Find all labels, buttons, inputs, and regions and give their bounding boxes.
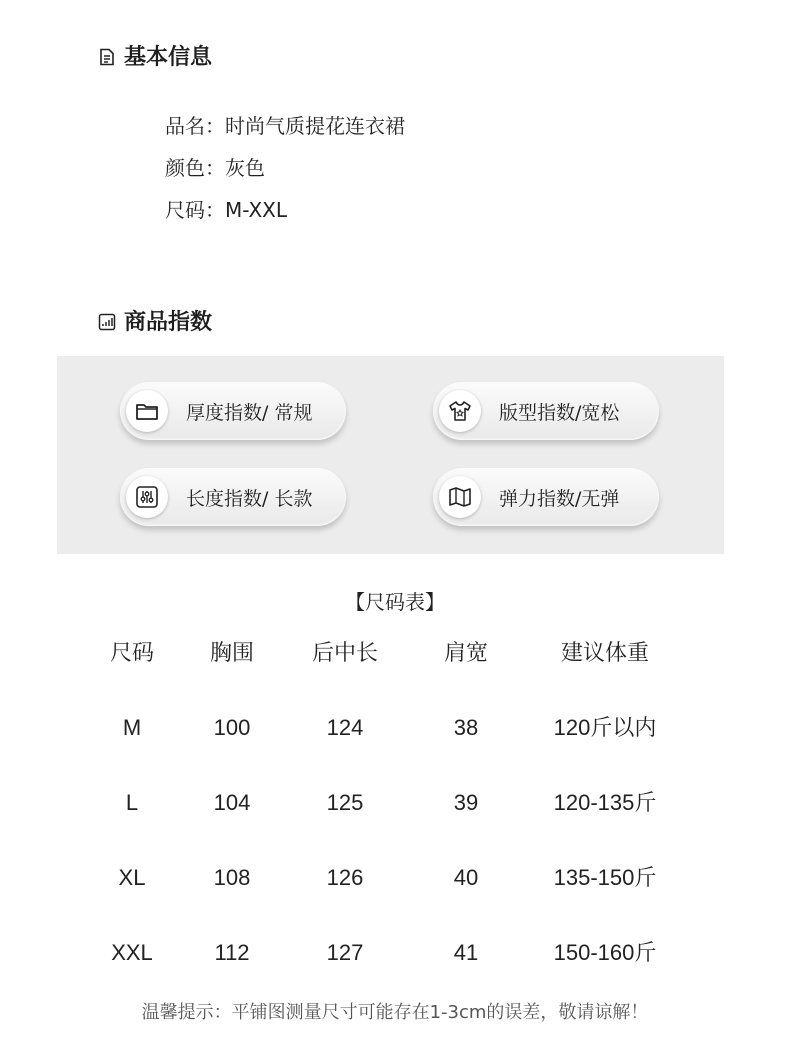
basic-info-list	[165, 112, 405, 238]
tshirt-icon	[439, 390, 481, 432]
size-table	[0, 636, 790, 1011]
table-cell: 150-160斤	[553, 940, 657, 965]
basic-info-title: 基本信息	[124, 45, 213, 70]
basic-info-heading	[98, 40, 212, 71]
table-cell: 120斤以内	[553, 715, 657, 740]
table-cell: 124	[326, 715, 364, 740]
table-cell: 126	[326, 865, 364, 890]
info-row-color	[165, 154, 405, 196]
table-cell: 41	[453, 940, 479, 965]
table-row	[0, 786, 790, 861]
document-icon	[98, 47, 116, 65]
table-cell: L	[125, 790, 139, 815]
table-row	[0, 711, 790, 786]
table-cell: 104	[213, 790, 251, 815]
table-cell: XL	[118, 865, 146, 890]
product-index-panel	[57, 356, 724, 554]
sliders-icon	[126, 476, 168, 518]
info-label: 颜色：	[165, 156, 225, 180]
folder-icon	[126, 390, 168, 432]
table-header-row	[0, 636, 790, 711]
table-cell: XXL	[111, 940, 153, 965]
table-header-cell: 后中长	[311, 640, 379, 665]
table-cell: 135-150斤	[553, 865, 657, 890]
index-pill-length	[120, 468, 346, 526]
info-value: M-XXL	[225, 198, 288, 222]
index-pill-thickness	[120, 382, 346, 440]
index-label: 长度指数/ 长款	[186, 487, 313, 510]
info-value: 时尚气质提花连衣裙	[225, 114, 405, 138]
table-cell: 112	[214, 940, 250, 965]
size-chart-title: 【尺码表】	[345, 590, 445, 614]
measurement-note: 温馨提示：平铺图测量尺寸可能存在1-3cm的误差，敬请谅解！	[141, 1002, 649, 1023]
index-pill-fit	[433, 382, 659, 440]
table-cell: 39	[453, 790, 479, 815]
product-index-heading	[98, 305, 212, 336]
index-label: 版型指数/宽松	[499, 401, 620, 424]
info-value: 灰色	[225, 156, 265, 180]
index-pill-elasticity	[433, 468, 659, 526]
table-header-cell: 建议体重	[560, 640, 650, 665]
table-header-cell: 尺码	[109, 640, 155, 665]
info-label: 尺码：	[165, 198, 225, 222]
table-cell: 38	[453, 715, 479, 740]
index-label: 厚度指数/ 常规	[186, 401, 313, 424]
table-cell: 127	[326, 940, 364, 965]
table-cell: 125	[326, 790, 364, 815]
table-cell: M	[122, 715, 142, 740]
table-header-cell: 胸围	[209, 640, 255, 665]
info-row-name	[165, 112, 405, 154]
index-label: 弹力指数/无弹	[499, 487, 620, 510]
map-fold-icon	[439, 476, 481, 518]
info-label: 品名：	[165, 114, 225, 138]
product-index-title: 商品指数	[124, 310, 213, 335]
info-row-size	[165, 196, 405, 238]
table-cell: 108	[213, 865, 251, 890]
table-row	[0, 861, 790, 936]
table-cell: 100	[213, 715, 251, 740]
table-cell: 40	[453, 865, 479, 890]
table-cell: 120-135斤	[553, 790, 657, 815]
table-header-cell: 肩宽	[443, 640, 489, 665]
bar-chart-icon	[98, 312, 116, 330]
